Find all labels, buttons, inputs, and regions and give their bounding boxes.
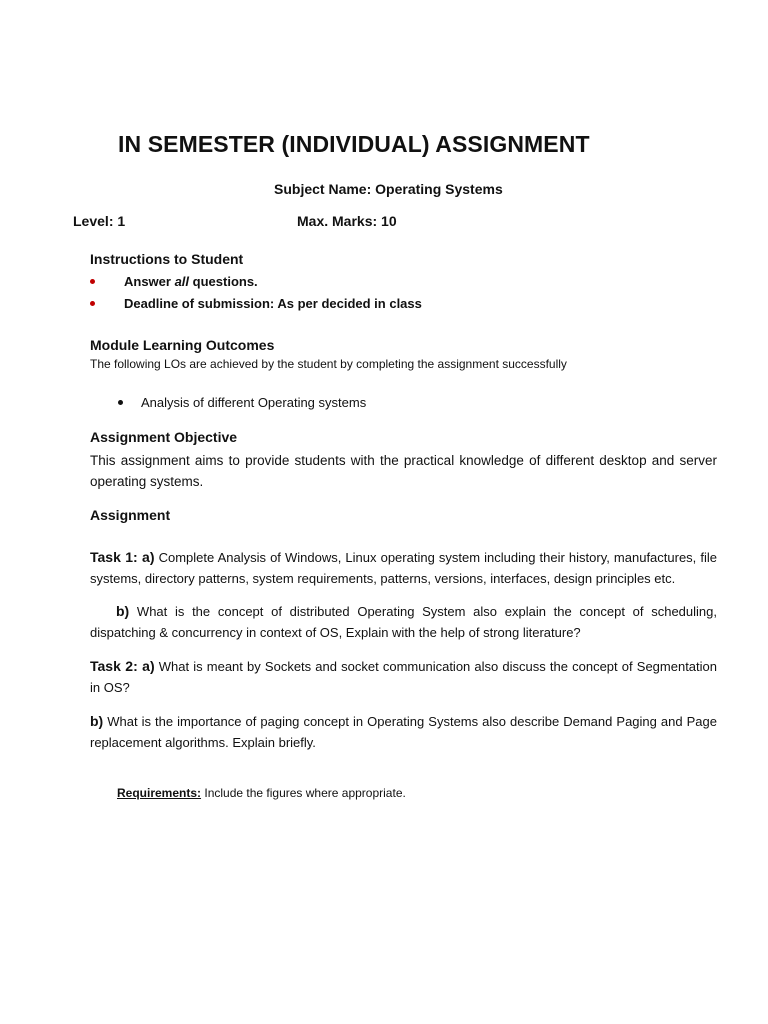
learning-outcomes-heading: Module Learning Outcomes [90,337,275,353]
requirements-label: Requirements: [117,786,202,800]
instruction-text-post: questions. [189,274,258,289]
learning-outcome-item [118,395,366,410]
instruction-item [90,274,258,289]
instructions-heading: Instructions to Student [90,251,244,267]
task-text: What is meant by Sockets and socket communication also discuss the concept of Segmentation in OS? [90,659,717,695]
task-label: Task 1: a) [90,549,155,565]
level-label: Level [73,213,109,229]
task-label: Task 2: a) [90,658,155,674]
document-title: IN SEMESTER (INDIVIDUAL) ASSIGNMENT [118,131,590,157]
instruction-text-pre: Answer [124,274,175,289]
requirements-text: Include the figures where appropriate. [201,786,406,800]
level-value: : 1 [108,213,126,229]
task-2b [90,711,717,753]
instruction-text [124,274,258,289]
task-label: b) [90,713,104,729]
task-text: What is the concept of distributed Operating System also explain the concept of scheduling, dispatching & concurrency in context of OS, Explain with the help of strong literature? [90,604,717,640]
task-1a [90,547,717,589]
objective-text: This assignment aims to provide students with the practical knowledge of different desktop and server operating systems. [90,453,717,489]
task-label: b) [116,603,130,619]
bullet-icon [118,400,123,405]
learning-outcomes-intro: The following LOs are achieved by the student by completing the assignment successfully [90,357,567,371]
objective-heading: Assignment Objective [90,429,238,445]
bullet-icon [90,301,95,306]
max-marks: Max. Marks: 10 [297,213,397,229]
instruction-text-emphasis: all [174,274,190,289]
instruction-item [90,296,422,311]
task-2a [90,656,717,698]
subject-name: Subject Name: Operating Systems [274,181,503,197]
requirements-line [117,786,406,800]
task-text: What is the importance of paging concept in Operating Systems also describe Demand Paging and Page replacement algorithms. Explain briefly. [90,714,717,750]
task-text: Complete Analysis of Windows, Linux operating system including their history, manufactures, file systems, directory patterns, system requirements, patterns, versions, interfaces, design principles etc. [90,550,717,586]
instruction-text: Deadline of submission: As per decided in class [124,296,422,311]
task-1b [90,601,717,643]
bullet-icon [90,279,95,284]
level-line [73,213,125,229]
assignment-heading: Assignment [90,507,171,523]
learning-outcome-text: Analysis of different Operating systems [141,395,367,410]
